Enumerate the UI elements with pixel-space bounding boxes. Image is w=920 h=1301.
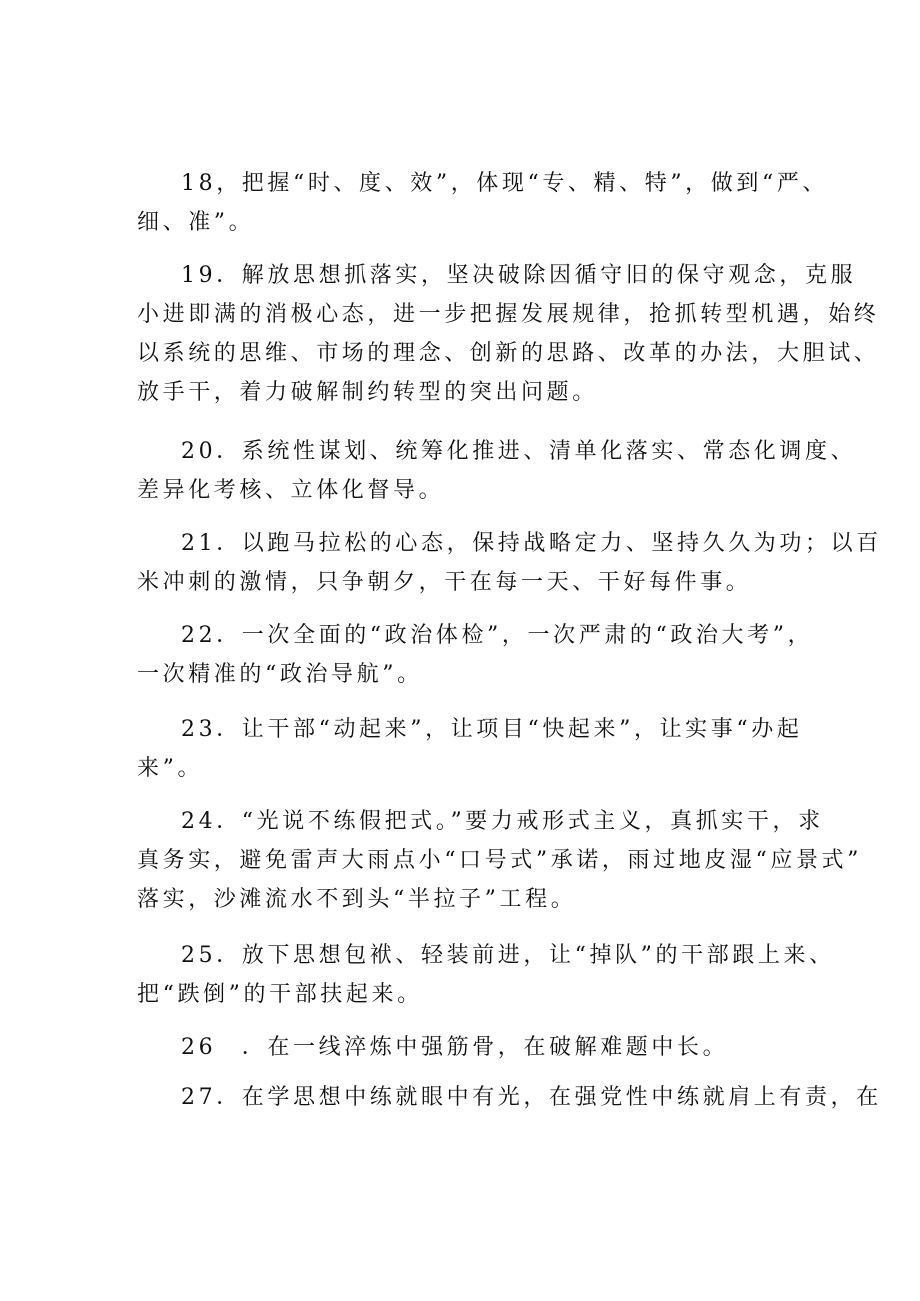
paragraph-20	[137, 432, 857, 510]
paragraph-line: 细、准”。	[137, 210, 255, 235]
paragraph-line: 26 ．在一线淬炼中强筋骨，在破解难题中长。	[181, 1035, 729, 1060]
paragraph-line: 20．系统性谋划、统筹化推进、清单化落实、常态化调度、	[181, 439, 857, 464]
paragraph-23	[137, 710, 803, 788]
paragraph-line: 以系统的思维、市场的理念、创新的思路、改革的办法，大胆试、	[137, 341, 880, 366]
paragraph-19	[137, 256, 880, 412]
paragraph-22	[137, 616, 814, 694]
paragraph-line: 落实，沙滩流水不到头“半拉子”工程。	[137, 887, 577, 912]
paragraph-line: 19．解放思想抓落实，坚决破除因循守旧的保守观念，克服	[181, 263, 857, 288]
paragraph-line: 差异化考核、立体化督导。	[137, 478, 445, 503]
paragraph-26	[137, 1028, 797, 1067]
paragraph-line: 22．一次全面的“政治体检”，一次严肃的“政治大考”，	[181, 623, 814, 648]
paragraph-18	[137, 164, 829, 242]
paragraph-line: 把“跌倒”的干部扶起来。	[137, 982, 423, 1007]
paragraph-line: 18，把握“时、度、效”，体现“专、精、特”，做到“严、	[181, 171, 829, 196]
paragraph-line: 小进即满的消极心态，进一步把握发展规律，抢抓转型机遇，始终	[137, 302, 880, 327]
paragraph-line: 真务实，避免雷声大雨点小“口号式”承诺，雨过地皮湿“应景式”	[137, 848, 862, 873]
paragraph-line: 一次精准的“政治导航”。	[137, 662, 423, 687]
paragraph-line: 23．让干部“动起来”，让项目“快起来”，让实事“办起	[181, 717, 803, 742]
paragraph-line: 24．“光说不练假把式。”要力戒形式主义，真抓实干，求	[181, 809, 824, 834]
paragraph-line: 来”。	[137, 756, 204, 781]
paragraph-27	[137, 1078, 882, 1117]
paragraph-line: 放手干，着力破解制约转型的突出问题。	[137, 380, 598, 405]
paragraph-line: 21．以跑马拉松的心态，保持战略定力、坚持久久为功；以百	[181, 531, 882, 556]
paragraph-25	[137, 936, 835, 1014]
paragraph-21	[137, 524, 882, 602]
paragraph-line: 27．在学思想中练就眼中有光，在强党性中练就肩上有责，在	[181, 1085, 882, 1110]
paragraph-24	[137, 802, 862, 919]
paragraph-line: 米冲刺的激情，只争朝夕，干在每一天、干好每件事。	[137, 570, 752, 595]
paragraph-line: 25．放下思想包袱、轻装前进，让“掉队”的干部跟上来、	[181, 943, 835, 968]
